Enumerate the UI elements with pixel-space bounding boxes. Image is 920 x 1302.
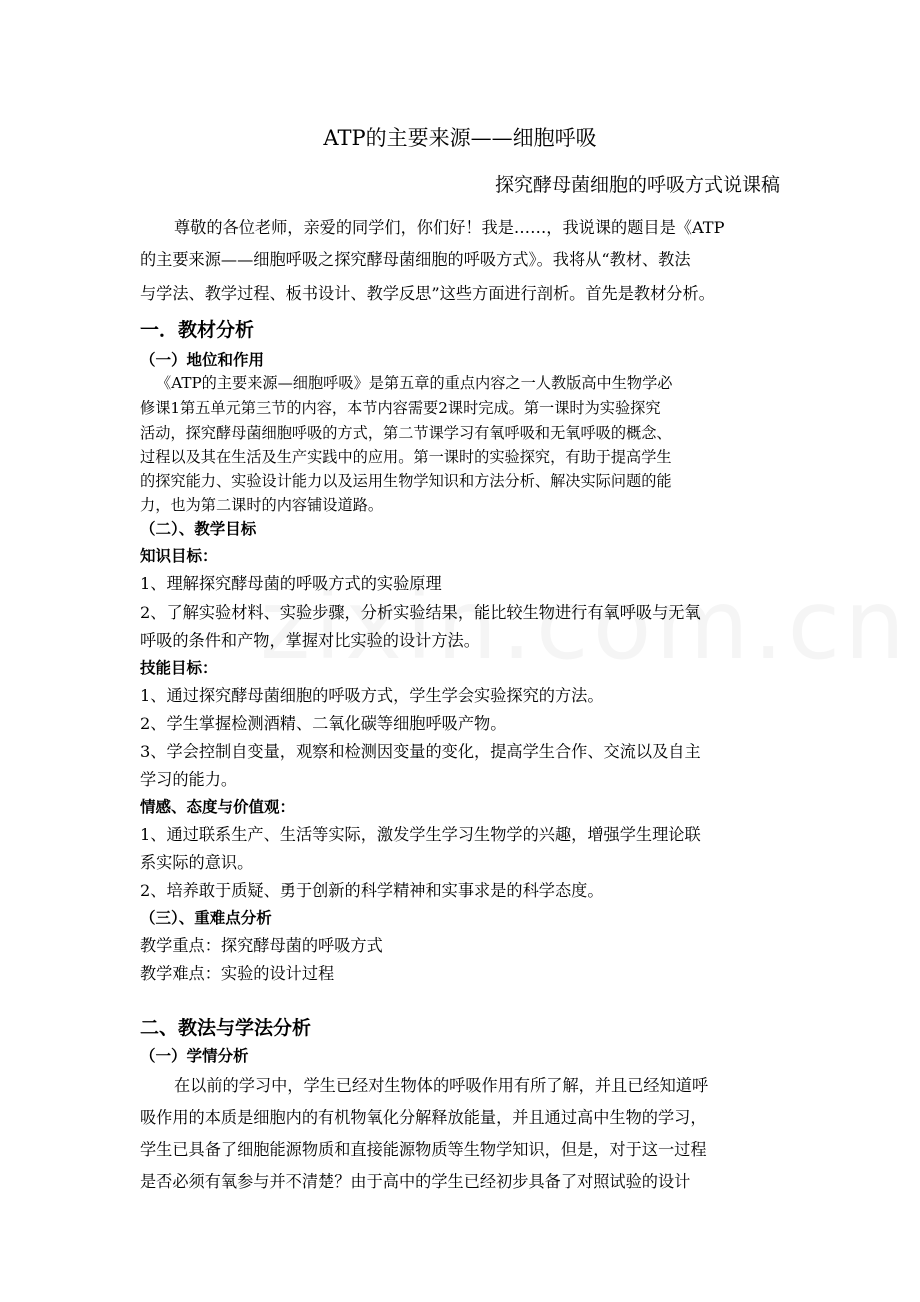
paragraph-line: 修课1第五单元第三节的内容，本节内容需要2课时完成。第一课时为实验探究: [140, 399, 661, 417]
section-heading: 一．教材分析: [140, 319, 255, 341]
section-heading: 二、教法与学法分析: [140, 1017, 312, 1039]
paragraph-line: 《ATP的主要来源—细胞呼吸》是第五章的重点内容之一人教版高中生物学必: [156, 374, 673, 392]
goal-item: 系实际的意识。: [140, 853, 254, 872]
goal-item: 2、了解实验材料、实验步骤，分析实验结果，能比较生物进行有氧呼吸与无氧: [140, 603, 701, 622]
intro-line: 尊敬的各位老师，亲爱的同学们，你们好！我是……，我说课的题目是《ATP: [174, 218, 725, 237]
goal-item: 1、通过探究酵母菌细胞的呼吸方式，学生学会实验探究的方法。: [140, 686, 604, 705]
key-point: 教学重点：探究酵母菌的呼吸方式: [140, 936, 383, 955]
paragraph-line: 学生已具备了细胞能源物质和直接能源物质等生物学知识，但是，对于这一过程: [140, 1140, 707, 1159]
goal-item: 2、培养敢于质疑、勇于创新的科学精神和实事求是的科学态度。: [140, 881, 604, 900]
subsection-heading: （一）地位和作用: [140, 351, 265, 369]
goal-heading: 技能目标：: [140, 659, 218, 677]
intro-line: 与学法、教学过程、板书设计、教学反思”这些方面进行剖析。首先是教材分析。: [140, 284, 715, 303]
goal-item: 1、理解探究酵母菌的呼吸方式的实验原理: [140, 574, 442, 593]
subsection-heading: （三）、重难点分析: [140, 909, 272, 927]
goal-item: 1、通过联系生产、生活等实际，激发学生学习生物学的兴趣，增强学生理论联: [140, 825, 701, 844]
paragraph-line: 活动，探究酵母菌细胞呼吸的方式，第二节课学习有氧呼吸和无氧呼吸的概念、: [140, 424, 672, 442]
goal-item: 2、学生掌握检测酒精、二氧化碳等细胞呼吸产物。: [140, 714, 507, 733]
subsection-heading: （一）学情分析: [140, 1047, 249, 1065]
document-subtitle: 探究酵母菌细胞的呼吸方式说课稿: [494, 174, 780, 196]
paragraph-line: 的探究能力、实验设计能力以及运用生物学知识和方法分析、解决实际问题的能: [140, 472, 672, 490]
paragraph-line: 力，也为第二课时的内容铺设道路。: [140, 496, 383, 514]
paragraph-line: 在以前的学习中，学生已经对生物体的呼吸作用有所了解，并且已经知道呼: [174, 1076, 709, 1095]
paragraph-line: 是否必须有氧参与并不清楚？由于高中的学生已经初步具备了对照试验的设计: [140, 1172, 691, 1191]
paragraph-line: 过程以及其在生活及生产实践中的应用。第一课时的实验探究，有助于提高学生: [140, 448, 672, 466]
goal-heading: 知识目标：: [140, 547, 218, 565]
intro-line: 的主要来源——细胞呼吸之探究酵母菌细胞的呼吸方式》。我将从“教材、教法: [140, 250, 691, 269]
document-title: ATP的主要来源——细胞呼吸: [323, 126, 597, 150]
goal-item: 3、学会控制自变量，观察和检测因变量的变化，提高学生合作、交流以及自主: [140, 742, 701, 761]
goal-item: 学习的能力。: [140, 770, 238, 789]
key-point: 教学难点：实验的设计过程: [140, 964, 335, 983]
paragraph-line: 吸作用的本质是细胞内的有机物氧化分解释放能量，并且通过高中生物的学习，: [140, 1108, 707, 1127]
subsection-heading: （二）、教学目标: [140, 520, 257, 538]
goal-item: 呼吸的条件和产物，掌握对比实验的设计方法。: [140, 631, 480, 650]
goal-heading: 情感、态度与价值观：: [140, 798, 296, 816]
